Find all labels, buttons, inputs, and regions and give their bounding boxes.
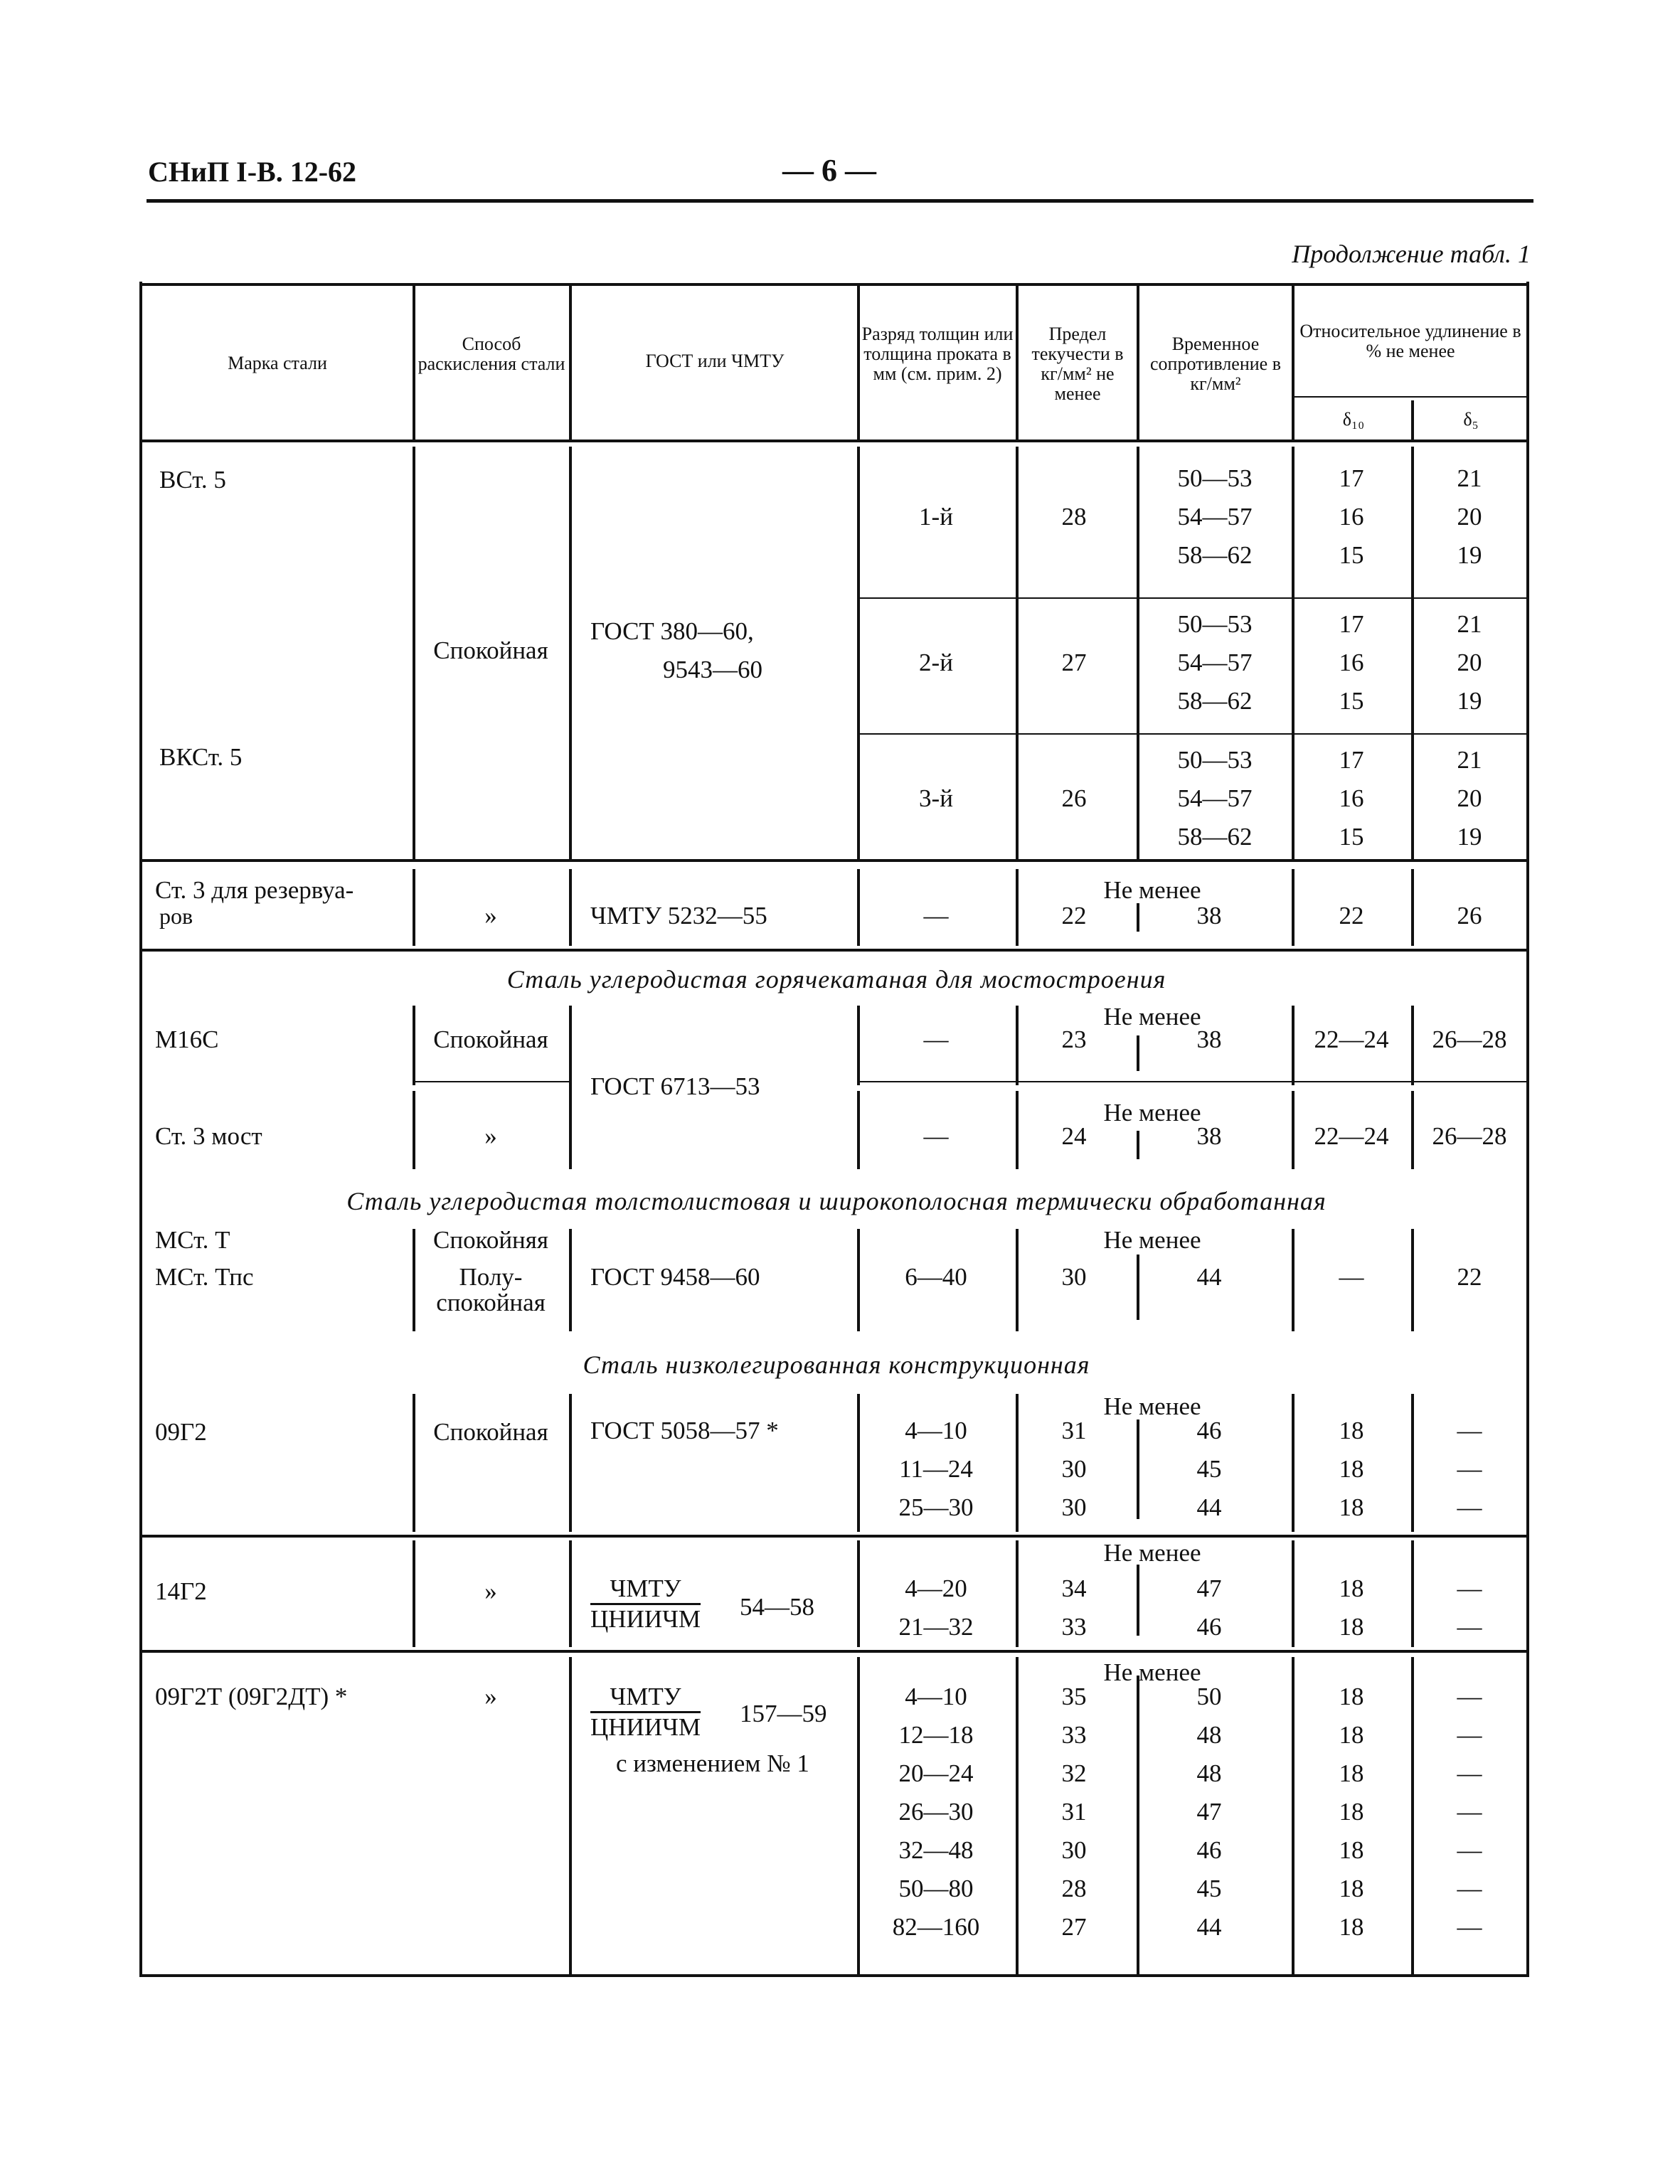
header-gost: ГОСТ или ЧМТУ — [645, 351, 785, 371]
section-heading: Сталь углеродистая толстолистовая и широкополосная термически обработанная — [346, 1187, 1327, 1215]
fraction-numerator: ЧМТУ — [590, 1683, 701, 1713]
table-top-border — [139, 283, 1529, 286]
yield-value: 30 — [1061, 1455, 1087, 1483]
yield-value: 31 — [1061, 1798, 1087, 1826]
deoxidation: Спокойная — [433, 636, 548, 664]
not-less-label: Не менее — [1103, 1392, 1201, 1420]
tensile-value: 47 — [1196, 1575, 1222, 1602]
tensile-value: 58—62 — [1177, 541, 1253, 569]
col-divider — [1016, 1394, 1019, 1532]
thickness-category: 2-й — [919, 649, 953, 676]
header-tensile: Временное сопротивление в кг/мм² — [1150, 334, 1281, 394]
deoxidation: спокойная — [436, 1289, 546, 1316]
thickness-value: — — [923, 1122, 949, 1150]
row-divider — [414, 1081, 569, 1082]
tensile-value: 48 — [1196, 1721, 1222, 1749]
not-less-label: Не менее — [1103, 1539, 1201, 1567]
elongation-d5: 21 — [1457, 610, 1482, 638]
yield-value: 35 — [1061, 1683, 1087, 1710]
deoxidation: » — [484, 1577, 497, 1605]
col-divider — [413, 869, 415, 946]
tensile-value: 47 — [1196, 1798, 1222, 1826]
col-divider — [1411, 1394, 1414, 1532]
col-divider — [1137, 1255, 1139, 1320]
table-bottom-border — [139, 1974, 1529, 1977]
col-divider — [413, 286, 415, 441]
group-divider — [858, 733, 1526, 735]
thickness-value: 32—48 — [898, 1836, 974, 1864]
yield-value: 28 — [1061, 503, 1087, 531]
fraction-numerator: ЧМТУ — [590, 1575, 701, 1605]
deoxidation: » — [484, 902, 497, 929]
col-divider — [1292, 286, 1294, 441]
section-heading: Сталь низколегированная конструкционная — [583, 1351, 1090, 1379]
elongation-d10: 17 — [1339, 464, 1364, 492]
yield-value: 28 — [1061, 1875, 1087, 1902]
document-code: СНиП I-В. 12-62 — [148, 156, 357, 188]
col-divider — [1411, 447, 1414, 859]
thickness-value: 4—10 — [905, 1683, 967, 1710]
elongation-d10: 18 — [1339, 1759, 1364, 1787]
col-divider — [857, 1229, 860, 1331]
elongation-d5: — — [1457, 1455, 1482, 1483]
elongation-d10: 16 — [1339, 784, 1364, 812]
col-divider — [1411, 1540, 1414, 1647]
col-divider — [1016, 1229, 1019, 1331]
col-divider — [857, 1091, 860, 1169]
gost-ref: ГОСТ 5058—57 * — [590, 1417, 779, 1444]
group-divider — [858, 597, 1526, 599]
tensile-value: 54—57 — [1177, 649, 1253, 676]
thickness-category: 1-й — [919, 503, 953, 531]
yield-value: 27 — [1061, 649, 1087, 676]
elongation-d5: 20 — [1457, 784, 1482, 812]
col-divider — [1292, 1091, 1294, 1169]
yield-value: 26 — [1061, 784, 1087, 812]
yield-value: 33 — [1061, 1613, 1087, 1641]
header-rule — [147, 199, 1533, 203]
not-less-label: Не менее — [1103, 1099, 1201, 1126]
elongation-d10: 18 — [1339, 1455, 1364, 1483]
tensile-value: 38 — [1196, 1026, 1222, 1053]
elongation-d10: 18 — [1339, 1683, 1364, 1710]
row-divider — [141, 949, 1528, 952]
elongation-d10: 17 — [1339, 610, 1364, 638]
not-less-label: Не менее — [1103, 1658, 1201, 1686]
col-divider — [569, 1540, 572, 1647]
header-delta10: δ₁₀ — [1342, 409, 1365, 430]
gost-ref: ГОСТ 9458—60 — [590, 1263, 760, 1291]
elongation-d5: 19 — [1457, 541, 1482, 569]
thickness-value: 11—24 — [899, 1455, 973, 1483]
col-divider — [1016, 447, 1019, 859]
col-divider — [1016, 869, 1019, 946]
col-divider — [1292, 1540, 1294, 1647]
thickness-category: 3-й — [919, 784, 953, 812]
col-divider — [1137, 1035, 1139, 1071]
col-divider — [1411, 1657, 1414, 1974]
tensile-value: 48 — [1196, 1759, 1222, 1787]
tensile-value: 58—62 — [1177, 687, 1253, 715]
col-divider — [1137, 447, 1139, 859]
grade-m16c: М16С — [155, 1026, 219, 1053]
fraction-denominator: ЦНИИЧМ — [590, 1713, 701, 1741]
col-divider — [1292, 1006, 1294, 1085]
col-divider — [1016, 1540, 1019, 1647]
elongation-d5: — — [1457, 1721, 1482, 1749]
not-less-label: Не менее — [1103, 1226, 1201, 1254]
col-divider — [413, 1091, 415, 1169]
header-elongation: Относительное удлинение в % не менее — [1299, 321, 1521, 361]
row-divider — [141, 1535, 1528, 1538]
col-divider — [413, 1394, 415, 1532]
thickness-value: 50—80 — [898, 1875, 974, 1902]
col-divider — [413, 447, 415, 859]
col-divider — [1411, 1229, 1414, 1331]
elongation-d10: 18 — [1339, 1913, 1364, 1941]
elongation-d10: 18 — [1339, 1721, 1364, 1749]
elongation-d10: 18 — [1339, 1613, 1364, 1641]
col-divider — [1411, 869, 1414, 946]
elongation-d5: 26—28 — [1432, 1026, 1507, 1053]
col-divider — [1411, 400, 1414, 440]
col-divider — [413, 1229, 415, 1331]
elongation-d5: — — [1457, 1493, 1482, 1521]
grade-st3-reservoir: ров — [159, 903, 193, 929]
col-divider — [857, 869, 860, 946]
tensile-value: 38 — [1196, 902, 1222, 929]
gost-ref-fraction — [590, 1575, 701, 1634]
section-heading: Сталь углеродистая горячекатаная для мостостроения — [506, 965, 1166, 994]
grade-mst-t: МСт. Т — [155, 1226, 230, 1254]
thickness-value: 21—32 — [898, 1613, 974, 1641]
elongation-d10: 22—24 — [1314, 1122, 1389, 1150]
col-divider — [1292, 447, 1294, 859]
col-divider — [413, 1540, 415, 1647]
col-divider — [857, 1394, 860, 1532]
gost-ref-number: 157—59 — [740, 1700, 827, 1727]
col-divider — [569, 286, 572, 441]
tensile-value: 58—62 — [1177, 823, 1253, 851]
fraction-denominator: ЦНИИЧМ — [590, 1605, 701, 1633]
thickness-value: — — [923, 1026, 949, 1053]
header-delta5: δ₅ — [1463, 409, 1479, 430]
yield-value: 31 — [1061, 1417, 1087, 1444]
elongation-d10: — — [1339, 1263, 1364, 1291]
elongation-d5: 19 — [1457, 823, 1482, 851]
elongation-d5: 21 — [1457, 464, 1482, 492]
elongation-subheader-line — [1293, 396, 1526, 398]
tensile-value: 46 — [1196, 1417, 1222, 1444]
thickness-value: 20—24 — [898, 1759, 974, 1787]
col-divider — [1292, 1229, 1294, 1331]
elongation-d5: 26 — [1457, 902, 1482, 929]
elongation-d10: 18 — [1339, 1798, 1364, 1826]
col-divider — [1016, 1091, 1019, 1169]
row-divider — [141, 1650, 1528, 1653]
elongation-d5: — — [1457, 1613, 1482, 1641]
elongation-d10: 22 — [1339, 902, 1364, 929]
grade-09g2t: 09Г2Т (09Г2ДТ) * — [155, 1683, 348, 1710]
col-divider — [1016, 1006, 1019, 1085]
elongation-d5: 26—28 — [1432, 1122, 1507, 1150]
thickness-value: 12—18 — [898, 1721, 974, 1749]
yield-value: 27 — [1061, 1913, 1087, 1941]
yield-value: 22 — [1061, 902, 1087, 929]
elongation-d5: — — [1457, 1683, 1482, 1710]
tensile-value: 38 — [1196, 1122, 1222, 1150]
tensile-value: 50—53 — [1177, 464, 1253, 492]
deoxidation: » — [484, 1122, 497, 1150]
table-right-border — [1526, 282, 1529, 1977]
col-divider — [1411, 1006, 1414, 1085]
col-divider — [1292, 869, 1294, 946]
grade-st3-bridge: Ст. 3 мост — [155, 1122, 262, 1150]
tensile-value: 50—53 — [1177, 610, 1253, 638]
elongation-d5: — — [1457, 1875, 1482, 1902]
table-left-border — [139, 282, 142, 1977]
grade-09g2: 09Г2 — [155, 1418, 207, 1446]
gost-ref-fraction — [590, 1683, 701, 1742]
not-less-label: Не менее — [1103, 1003, 1201, 1030]
elongation-d5: 21 — [1457, 746, 1482, 774]
deoxidation: Спокойная — [433, 1418, 548, 1446]
col-divider — [857, 447, 860, 859]
yield-value: 34 — [1061, 1575, 1087, 1602]
tensile-value: 44 — [1196, 1263, 1222, 1291]
elongation-d5: — — [1457, 1913, 1482, 1941]
tensile-value: 54—57 — [1177, 784, 1253, 812]
col-divider — [1137, 1131, 1139, 1159]
header-yield: Предел текучести в кг/мм² не менее — [1031, 324, 1124, 404]
tensile-value: 46 — [1196, 1836, 1222, 1864]
elongation-d5: 20 — [1457, 649, 1482, 676]
tensile-value: 46 — [1196, 1613, 1222, 1641]
yield-value: 30 — [1061, 1263, 1087, 1291]
gost-ref: 9543—60 — [663, 656, 762, 683]
elongation-d10: 22—24 — [1314, 1026, 1389, 1053]
elongation-d5: — — [1457, 1836, 1482, 1864]
elongation-d5: — — [1457, 1575, 1482, 1602]
tensile-value: 50—53 — [1177, 746, 1253, 774]
yield-value: 33 — [1061, 1721, 1087, 1749]
col-divider — [857, 286, 860, 441]
thickness-value: — — [923, 902, 949, 929]
col-divider — [857, 1006, 860, 1085]
elongation-d10: 18 — [1339, 1575, 1364, 1602]
deoxidation: Спокойняя — [433, 1226, 548, 1254]
elongation-d5: — — [1457, 1759, 1482, 1787]
yield-value: 24 — [1061, 1122, 1087, 1150]
elongation-d5: 19 — [1457, 687, 1482, 715]
col-divider — [413, 1006, 415, 1085]
thickness-value: 26—30 — [898, 1798, 974, 1826]
thickness-value: 82—160 — [892, 1913, 980, 1941]
elongation-d5: — — [1457, 1798, 1482, 1826]
elongation-d10: 15 — [1339, 687, 1364, 715]
elongation-d10: 15 — [1339, 823, 1364, 851]
gost-ref: ГОСТ 380—60, — [590, 617, 754, 645]
page-number: — 6 — — [782, 153, 876, 188]
not-less-label: Не менее — [1103, 876, 1201, 904]
elongation-d10: 17 — [1339, 746, 1364, 774]
col-divider — [569, 1229, 572, 1331]
elongation-d5: 20 — [1457, 503, 1482, 531]
header-thickness: Разряд толщин или толщина проката в мм (см. прим. 2) — [861, 324, 1014, 384]
elongation-d5: 22 — [1457, 1263, 1482, 1291]
elongation-d10: 18 — [1339, 1875, 1364, 1902]
thickness-value: 4—10 — [905, 1417, 967, 1444]
elongation-d10: 16 — [1339, 503, 1364, 531]
deoxidation: » — [484, 1683, 497, 1710]
col-divider — [1137, 1676, 1139, 1974]
yield-value: 32 — [1061, 1759, 1087, 1787]
elongation-d10: 15 — [1339, 541, 1364, 569]
col-divider — [569, 1657, 572, 1974]
col-divider — [569, 869, 572, 946]
col-divider — [857, 1657, 860, 1974]
thickness-value: 6—40 — [905, 1263, 967, 1291]
tensile-value: 45 — [1196, 1455, 1222, 1483]
header-bottom-line — [141, 440, 1528, 442]
yield-value: 30 — [1061, 1836, 1087, 1864]
yield-value: 30 — [1061, 1493, 1087, 1521]
col-divider — [1137, 903, 1139, 932]
gost-ref: ЧМТУ 5232—55 — [590, 902, 767, 929]
thickness-value: 25—30 — [898, 1493, 974, 1521]
deoxidation: Спокойная — [433, 1026, 548, 1053]
tensile-value: 50 — [1196, 1683, 1222, 1710]
tensile-value: 44 — [1196, 1913, 1222, 1941]
col-divider — [1137, 1565, 1139, 1636]
col-divider — [1411, 1091, 1414, 1169]
col-divider — [1137, 1419, 1139, 1519]
grade-14g2: 14Г2 — [155, 1577, 207, 1605]
gost-ref: ГОСТ 6713—53 — [590, 1072, 760, 1100]
grade-vkst5: ВКСт. 5 — [159, 743, 243, 771]
deoxidation: Полу- — [459, 1263, 523, 1291]
tensile-value: 44 — [1196, 1493, 1222, 1521]
elongation-d10: 18 — [1339, 1836, 1364, 1864]
col-divider — [569, 447, 572, 859]
col-divider — [1016, 1657, 1019, 1974]
grade-st3-reservoir: Ст. 3 для резервуа- — [155, 876, 354, 904]
elongation-d10: 16 — [1339, 649, 1364, 676]
col-divider — [569, 1006, 572, 1169]
table-continuation: Продолжение табл. 1 — [1292, 240, 1531, 268]
col-divider — [857, 1540, 860, 1647]
col-divider — [1016, 286, 1019, 441]
gost-amendment: с изменением № 1 — [616, 1749, 809, 1777]
gost-ref-number: 54—58 — [740, 1593, 814, 1621]
grade-vst5: ВСт. 5 — [159, 466, 226, 494]
col-divider — [1292, 1657, 1294, 1974]
row-divider — [858, 1081, 1526, 1082]
tensile-value: 45 — [1196, 1875, 1222, 1902]
elongation-d5: — — [1457, 1417, 1482, 1444]
header-deoxidation: Способ раскисления стали — [418, 334, 565, 374]
elongation-d10: 18 — [1339, 1493, 1364, 1521]
row-divider — [141, 859, 1528, 862]
grade-mst-tps: МСт. Тпс — [155, 1263, 254, 1291]
header-grade: Марка стали — [228, 353, 327, 373]
yield-value: 23 — [1061, 1026, 1087, 1053]
elongation-d10: 18 — [1339, 1417, 1364, 1444]
col-divider — [569, 1394, 572, 1532]
thickness-value: 4—20 — [905, 1575, 967, 1602]
col-divider — [1292, 1394, 1294, 1532]
tensile-value: 54—57 — [1177, 503, 1253, 531]
